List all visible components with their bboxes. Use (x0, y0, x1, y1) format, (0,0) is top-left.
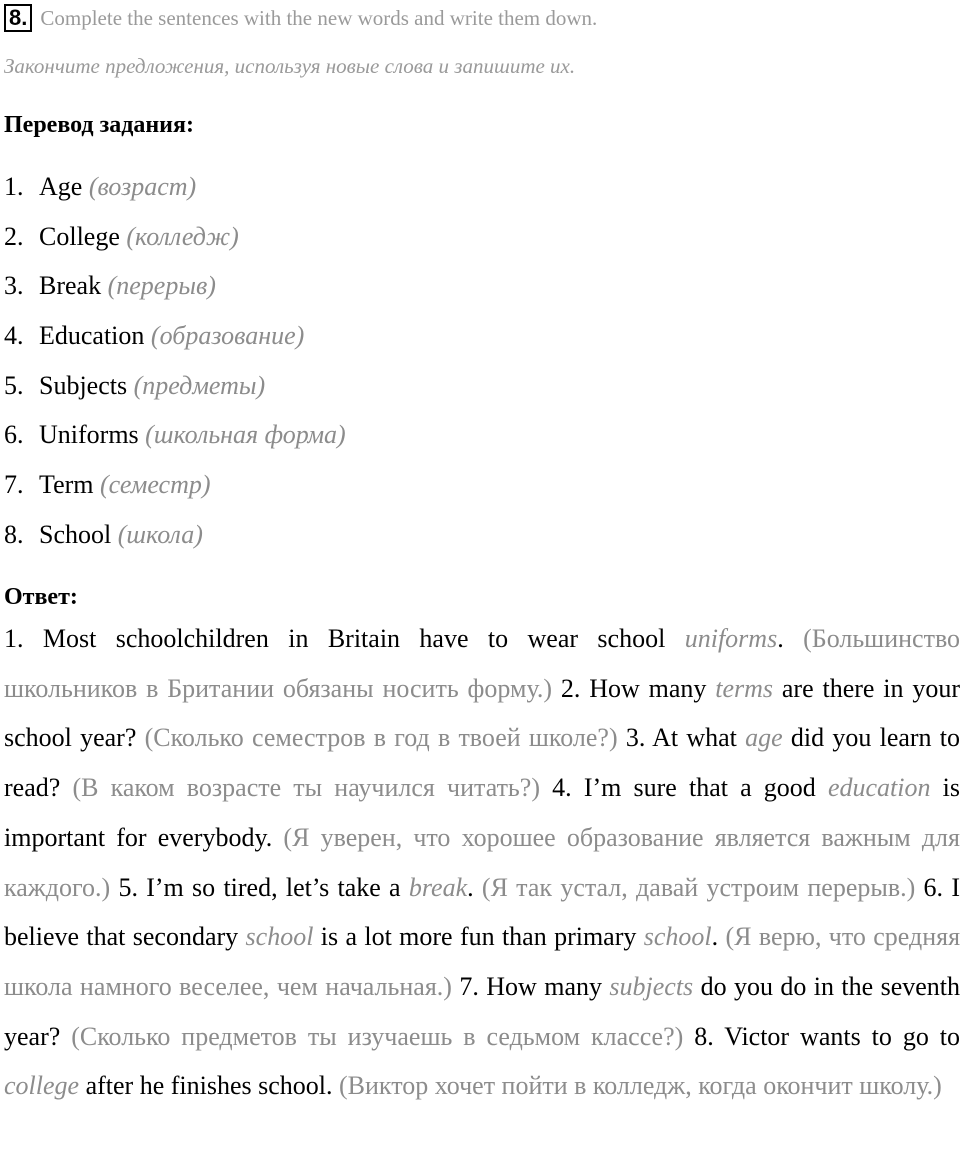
vocabulary-word: Subjects (39, 370, 128, 400)
task-instruction-ru: Закончите предложения, используя новые слова и запишите их. (4, 54, 576, 78)
vocabulary-item (4, 212, 346, 262)
answer-keyword: school (643, 922, 712, 952)
vocabulary-translation: (возраст) (88, 172, 197, 201)
vocabulary-translation: (образование) (150, 321, 305, 351)
answer-number: 7. (459, 971, 479, 1001)
vocabulary-number: 5. (4, 370, 24, 400)
answer-sentence (118, 873, 915, 902)
answer-keyword: age (745, 723, 783, 753)
task-header (4, 4, 597, 32)
answer-text: . (711, 922, 719, 952)
vocabulary-translation: (предметы) (133, 370, 266, 400)
vocabulary-number: 3. (4, 271, 24, 301)
vocabulary-number: 7. (4, 470, 24, 500)
vocabulary-item (4, 410, 346, 460)
vocabulary-translation: (школа) (117, 519, 203, 549)
answer-text: I’m so tired, let’s take a (146, 872, 401, 902)
vocabulary-word: Age (39, 172, 83, 201)
answer-text: How many (589, 673, 707, 703)
answer-translation: (Я уверен, что хорошее образование является важным для каждого.) (4, 822, 960, 902)
vocabulary-translation: (колледж) (126, 221, 239, 251)
vocabulary-number: 6. (4, 420, 24, 450)
vocabulary-translation: (семестр) (100, 470, 211, 500)
answer-text: Most schoolchildren in Britain have to wear school (42, 624, 666, 653)
answer-translation: (Я верю, что средняя школа намного веселее, чем начальная.) (4, 922, 960, 1001)
vocabulary-list (4, 162, 346, 560)
vocabulary-item (4, 361, 346, 411)
vocabulary-word: Break (39, 271, 102, 301)
answer-text: Victor wants to go to (724, 1021, 960, 1051)
answer-translation: (Я так устал, давай устроим перерыв.) (481, 872, 916, 902)
answer-keyword: uniforms (684, 624, 778, 653)
answer-text: I’m sure that a good (583, 773, 816, 803)
answer-number: 5. (118, 872, 138, 902)
answer-number: 8. (694, 1021, 714, 1051)
answer-keyword: college (4, 1071, 80, 1101)
vocabulary-number: 8. (4, 519, 24, 549)
answer-translation: (Сколько семестров в год в твоей школе?) (144, 723, 618, 753)
answer-text: . (777, 624, 784, 653)
answer-translation: (Сколько предметов ты изучаешь в седьмом классе?) (71, 1021, 684, 1051)
answer-text: How many (486, 971, 602, 1001)
answer-text: did you learn to read? (4, 723, 960, 803)
answer-text: . (467, 872, 474, 902)
vocabulary-translation: (перерыв) (107, 271, 216, 301)
answer-number: 6. (923, 872, 944, 902)
answer-number: 2. (560, 673, 581, 703)
answer-translation: (В каком возрасте ты научился читать?) (72, 773, 540, 803)
answer-text: after he finishes school. (85, 1071, 333, 1101)
answer-keyword: education (827, 773, 931, 803)
answer-keyword: terms (715, 673, 774, 703)
answer-number: 3. (625, 723, 646, 753)
vocabulary-item (4, 311, 346, 361)
answer-paragraph (4, 614, 960, 1111)
vocabulary-word: Term (39, 470, 94, 500)
vocabulary-item (4, 510, 346, 560)
vocabulary-word: College (39, 221, 120, 251)
answer-text: At what (652, 723, 737, 753)
answer-text: is important for everybody. (4, 773, 960, 852)
vocabulary-word: School (39, 519, 112, 549)
answer-keyword: school (245, 922, 314, 952)
answer-translation: (Большинство школьников в Британии обязаны носить форму.) (4, 624, 960, 703)
answer-keyword: break (408, 872, 468, 902)
vocabulary-number: 1. (4, 172, 24, 201)
vocabulary-item (4, 460, 346, 510)
vocabulary-number: 4. (4, 321, 24, 351)
answer-keyword: subjects (609, 971, 694, 1001)
answer-number: 4. (552, 773, 572, 803)
answer-number: 1. (4, 624, 24, 653)
vocabulary-word: Education (39, 321, 145, 351)
vocabulary-item (4, 162, 346, 212)
answer-text: are there in your school year? (4, 673, 960, 753)
vocabulary-number: 2. (4, 221, 24, 251)
vocabulary-translation: (школьная форма) (145, 420, 346, 450)
answer-text: I believe that secondary (4, 872, 960, 952)
translation-heading: Перевод задания: (4, 112, 194, 138)
vocabulary-item (4, 261, 346, 311)
task-number-box: 8. (4, 4, 32, 32)
vocabulary-word: Uniforms (39, 420, 139, 450)
answer-heading: Ответ: (4, 584, 78, 610)
answer-text: is a lot more fun than primary (320, 922, 637, 952)
task-instruction-en: Complete the sentences with the new words and write them down. (40, 5, 598, 30)
answer-text: do you do in the seventh year? (4, 971, 960, 1051)
answer-translation: (Виктор хочет пойти в колледж, когда окончит школу.) (339, 1071, 942, 1101)
